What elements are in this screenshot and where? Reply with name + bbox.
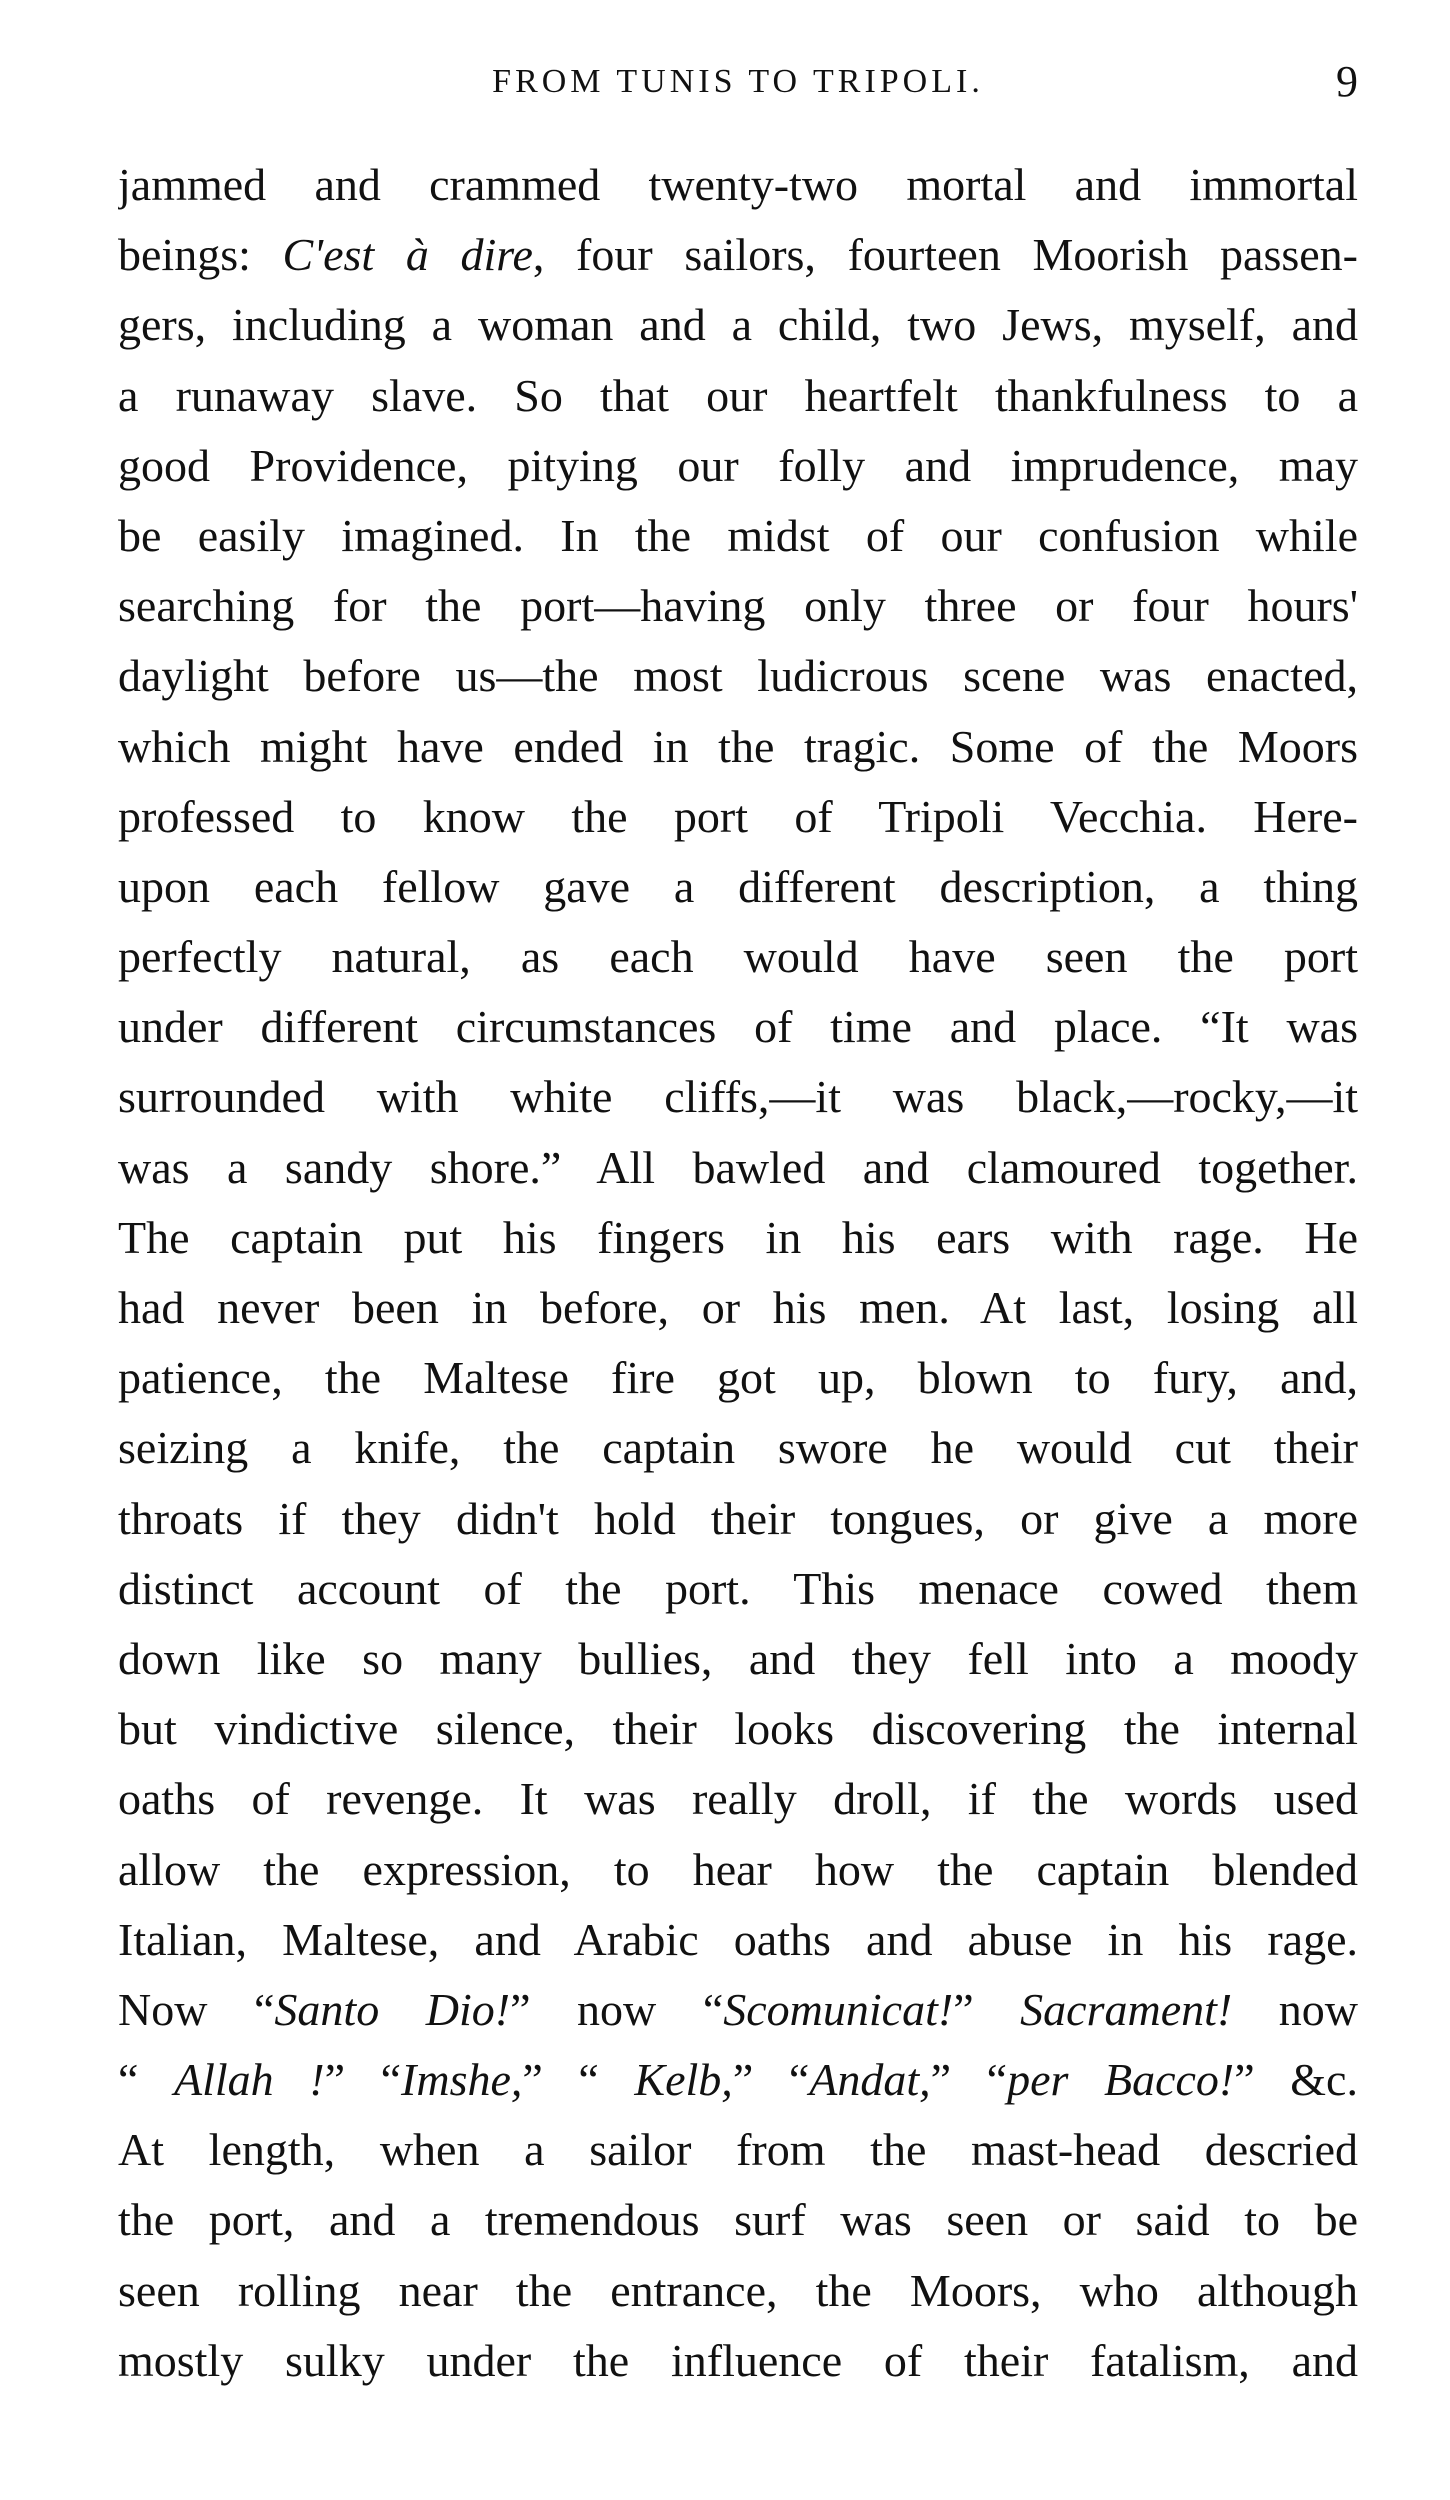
- text-line: Now “Santo Dio!” now “Scomunicat!” Sacrament! now: [118, 1983, 1358, 2035]
- text-line: patience, the Maltese fire got up, blown to fury, and,: [118, 1352, 1358, 1404]
- running-title: FROM TUNIS TO TRIPOLI.: [492, 63, 984, 100]
- text-line: had never been in before, or his men. At last, losing all: [118, 1282, 1358, 1333]
- running-head: [118, 52, 1358, 112]
- text-line: which might have ended in the tragic. Some of the Moors: [118, 720, 1358, 772]
- text-line: daylight before us—the most ludicrous scene was enacted,: [118, 650, 1358, 702]
- text-line: oaths of revenge. It was really droll, if the words used: [118, 1773, 1358, 1825]
- text-line: under different circumstances of time and place. “It was: [118, 1001, 1358, 1053]
- text-line: but vindictive silence, their looks discovering the internal: [118, 1703, 1358, 1755]
- text-line: distinct account of the port. This menace cowed them: [118, 1562, 1358, 1614]
- text-line: mostly sulky under the influence of their fatalism, and: [118, 2334, 1358, 2386]
- text-line: upon each fellow gave a different description, a thing: [118, 860, 1358, 912]
- body-text: [118, 150, 1358, 2396]
- text-line: be easily imagined. In the midst of our confusion while: [118, 509, 1358, 561]
- text-line: professed to know the port of Tripoli Vecchia. Here-: [118, 790, 1358, 842]
- text-line: jammed and crammed twenty-two mortal and immortal: [118, 159, 1358, 210]
- text-line: gers, including a woman and a child, two Jews, myself, and: [118, 299, 1358, 351]
- text-line: good Providence, pitying our folly and imprudence, may: [118, 439, 1358, 491]
- text-line: was a sandy shore.” All bawled and clamoured together.: [118, 1141, 1358, 1193]
- text-line: surrounded with white cliffs,—it was black,—rocky,—it: [118, 1071, 1358, 1123]
- text-line: At length, when a sailor from the mast-head descried: [118, 2124, 1358, 2176]
- text-line: The captain put his fingers in his ears with rage. He: [118, 1211, 1358, 1263]
- text-line: seizing a knife, the captain swore he would cut their: [118, 1422, 1358, 1474]
- text-line: Italian, Maltese, and Arabic oaths and abuse in his rage.: [118, 1913, 1358, 1965]
- text-line: perfectly natural, as each would have seen the port: [118, 931, 1358, 983]
- page-number: 9: [1336, 57, 1358, 106]
- text-line: seen rolling near the entrance, the Moors, who although: [118, 2264, 1358, 2316]
- text-line: searching for the port—having only three or four hours': [118, 580, 1358, 632]
- text-line: throats if they didn't hold their tongues, or give a more: [118, 1492, 1358, 1544]
- text-line: the port, and a tremendous surf was seen or said to be: [118, 2194, 1358, 2246]
- text-line: down like so many bullies, and they fell into a moody: [118, 1632, 1358, 1684]
- text-line: a runaway slave. So that our heartfelt thankfulness to a: [118, 369, 1358, 421]
- text-line: beings: C'est à dire, four sailors, fourteen Moorish passen-: [118, 229, 1358, 281]
- text-line: “ Allah !” “Imshe,” “ Kelb,” “Andat,” “per Bacco!” &c.: [118, 2054, 1358, 2106]
- text-line: allow the expression, to hear how the captain blended: [118, 1843, 1358, 1895]
